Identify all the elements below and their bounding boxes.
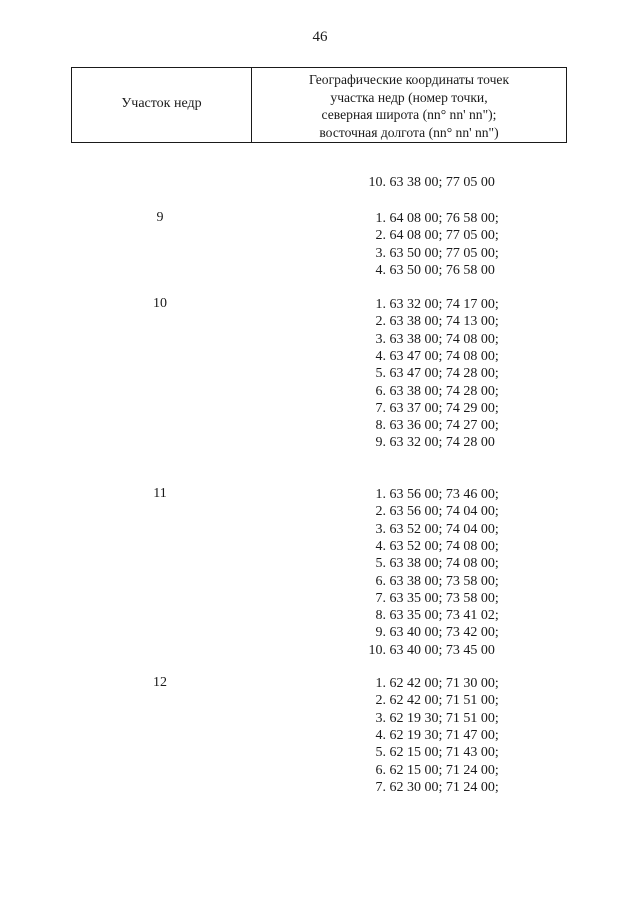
point-number: 8. xyxy=(375,418,386,434)
point-number: 5. xyxy=(375,556,386,572)
point-coordinates: 63 40 00; 73 42 00; xyxy=(386,625,499,641)
coordinate-point xyxy=(358,779,516,796)
column-header-coordinates xyxy=(252,71,566,141)
point-number: 10. xyxy=(368,175,386,190)
point-number: 1. xyxy=(375,676,386,691)
point-coordinates: 64 08 00; 77 05 00; xyxy=(386,228,499,244)
point-number: 7. xyxy=(375,590,386,606)
point-coordinates: 63 52 00; 74 08 00; xyxy=(386,538,499,554)
point-coordinates: 63 47 00; 74 28 00; xyxy=(386,366,499,382)
point-number: 7. xyxy=(375,400,386,416)
coordinate-point xyxy=(358,245,516,262)
point-coordinates: 63 50 00; 76 58 00 xyxy=(386,262,495,278)
point-coordinates: 63 38 00; 73 58 00; xyxy=(386,573,499,589)
point-coordinates: 63 38 00; 77 05 00 xyxy=(386,175,495,190)
coordinate-point xyxy=(358,400,516,417)
point-coordinates: 63 38 00; 74 08 00; xyxy=(386,331,499,347)
coordinate-point xyxy=(358,727,516,744)
coordinate-point xyxy=(358,590,516,607)
table-header xyxy=(71,67,567,143)
point-number: 3. xyxy=(375,245,386,261)
coordinate-point xyxy=(358,624,516,641)
point-coordinates: 62 42 00; 71 51 00; xyxy=(386,693,499,709)
coordinate-point xyxy=(358,573,516,590)
coordinate-point xyxy=(358,486,516,503)
point-coordinates: 62 15 00; 71 43 00; xyxy=(386,745,499,761)
coordinate-point xyxy=(358,642,516,659)
coordinate-point xyxy=(358,675,516,692)
point-number: 6. xyxy=(375,383,386,399)
coordinate-point xyxy=(358,331,516,348)
coordinate-point xyxy=(358,744,516,761)
column-header-line: северная широта (nn° nn' nn"); xyxy=(321,107,497,123)
point-coordinates: 63 56 00; 73 46 00; xyxy=(386,487,499,502)
coordinate-point xyxy=(358,538,516,555)
point-coordinates: 62 30 00; 71 24 00; xyxy=(386,779,499,795)
point-coordinates: 63 47 00; 74 08 00; xyxy=(386,348,499,364)
point-number: 6. xyxy=(375,573,386,589)
point-coordinates: 63 32 00; 74 17 00; xyxy=(386,297,499,312)
point-number: 5. xyxy=(375,745,386,761)
point-coordinates: 63 35 00; 73 58 00; xyxy=(386,590,499,606)
page-number: 46 xyxy=(312,29,328,45)
coordinate-point xyxy=(358,383,516,400)
continuation-point xyxy=(358,174,516,191)
point-coordinates: 63 35 00; 73 41 02; xyxy=(386,608,499,624)
point-coordinates: 63 40 00; 73 45 00 xyxy=(386,642,495,658)
point-number: 10. xyxy=(368,642,386,658)
column-header-line: восточная долгота (nn° nn' nn") xyxy=(319,124,499,140)
point-number: 5. xyxy=(375,366,386,382)
point-number: 1. xyxy=(375,487,386,502)
point-number: 9. xyxy=(375,625,386,641)
area-number: 10 xyxy=(153,296,167,311)
point-number: 4. xyxy=(375,727,386,743)
column-header-line: участка недр (номер точки, xyxy=(330,89,488,105)
point-number: 1. xyxy=(375,211,386,226)
point-number: 3. xyxy=(375,710,386,726)
column-header-area: Участок недр xyxy=(121,96,202,111)
point-coordinates: 63 38 00; 74 08 00; xyxy=(386,556,499,572)
point-number: 7. xyxy=(375,779,386,795)
coordinate-point xyxy=(358,348,516,365)
point-number: 9. xyxy=(375,435,386,451)
area-number: 9 xyxy=(156,210,164,225)
column-header-line: Географические координаты точек xyxy=(308,72,510,87)
area-number: 11 xyxy=(153,486,167,501)
point-number: 6. xyxy=(375,762,386,778)
point-number: 4. xyxy=(375,348,386,364)
point-coordinates: 63 37 00; 74 29 00; xyxy=(386,400,499,416)
coordinate-point xyxy=(358,521,516,538)
coordinate-point xyxy=(358,365,516,382)
point-number: 2. xyxy=(375,228,386,244)
coordinate-point xyxy=(358,503,516,520)
point-number: 2. xyxy=(375,314,386,330)
point-number: 1. xyxy=(375,297,386,312)
point-coordinates: 62 42 00; 71 30 00; xyxy=(386,676,499,691)
point-coordinates: 63 38 00; 74 28 00; xyxy=(386,383,499,399)
coordinate-point xyxy=(358,692,516,709)
point-number: 8. xyxy=(375,608,386,624)
point-number: 2. xyxy=(375,504,386,520)
point-coordinates: 62 19 30; 71 47 00; xyxy=(386,727,499,743)
point-coordinates: 64 08 00; 76 58 00; xyxy=(386,211,499,226)
point-coordinates: 63 38 00; 74 13 00; xyxy=(386,314,499,330)
coordinate-point xyxy=(358,762,516,779)
point-coordinates: 62 15 00; 71 24 00; xyxy=(386,762,499,778)
point-number: 4. xyxy=(375,538,386,554)
point-number: 2. xyxy=(375,693,386,709)
point-coordinates: 63 52 00; 74 04 00; xyxy=(386,521,499,537)
point-number: 4. xyxy=(375,262,386,278)
coordinate-point xyxy=(358,434,516,451)
coordinate-point xyxy=(358,313,516,330)
coordinate-point xyxy=(358,555,516,572)
point-coordinates: 62 19 30; 71 51 00; xyxy=(386,710,499,726)
area-number: 12 xyxy=(153,675,167,690)
point-coordinates: 63 50 00; 77 05 00; xyxy=(386,245,499,261)
point-coordinates: 63 32 00; 74 28 00 xyxy=(386,435,495,451)
point-coordinates: 63 56 00; 74 04 00; xyxy=(386,504,499,520)
coordinate-point xyxy=(358,210,516,227)
point-number: 3. xyxy=(375,521,386,537)
coordinate-point xyxy=(358,296,516,313)
point-number: 3. xyxy=(375,331,386,347)
coordinate-point xyxy=(358,710,516,727)
coordinate-point xyxy=(358,262,516,279)
coordinate-point xyxy=(358,607,516,624)
coordinate-point xyxy=(358,417,516,434)
point-coordinates: 63 36 00; 74 27 00; xyxy=(386,418,499,434)
coordinate-point xyxy=(358,227,516,244)
